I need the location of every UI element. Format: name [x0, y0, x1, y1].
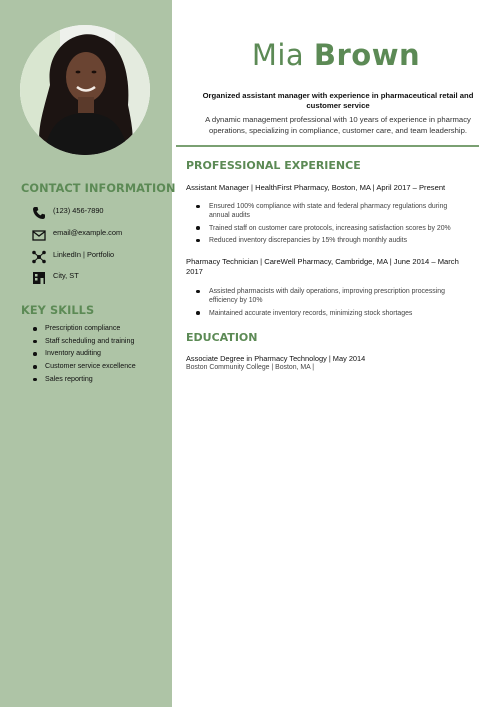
job-bullets-2 — [196, 287, 466, 321]
education-heading: EDUCATION — [186, 331, 258, 344]
contact-links-text: LinkedIn | Portfolio — [53, 250, 115, 259]
education-degree: Associate Degree in Pharmacy Technology | May 2014 — [186, 354, 366, 363]
skill-item: Customer service excellence — [33, 362, 136, 375]
skill-item: Sales reporting — [33, 375, 136, 388]
summary: A dynamic management professional with 10 years of experience in pharmacy operations, specializing in compliance, customer care, and team leadership. — [205, 115, 471, 135]
education-school: Boston Community College | Boston, MA | — [186, 364, 315, 371]
building-icon — [32, 271, 46, 285]
network-icon — [32, 250, 46, 264]
job-bullet: Ensured 100% compliance with state and federal pharmacy regulations during annual audits — [196, 202, 466, 220]
job-bullet: Trained staff on customer care protocols, increasing satisfaction scores by 20% — [196, 224, 466, 233]
header-divider — [176, 145, 479, 147]
contact-links[interactable] — [32, 249, 115, 265]
skill-item: Staff scheduling and training — [33, 337, 136, 350]
skill-item: Inventory auditing — [33, 349, 136, 362]
experience-heading: PROFESSIONAL EXPERIENCE — [186, 159, 361, 172]
envelope-icon — [32, 228, 46, 242]
contact-location — [32, 270, 79, 286]
skills-heading: KEY SKILLS — [21, 304, 95, 317]
job-title-1: Assistant Manager | HealthFirst Pharmacy, Boston, MA | April 2017 – Present — [186, 183, 446, 192]
last-name: Brown — [313, 38, 421, 72]
job-title-2: Pharmacy Technician | CareWell Pharmacy, Cambridge, MA | June 2014 – March 2017 — [186, 257, 459, 276]
phone-icon — [32, 206, 46, 220]
contact-email[interactable] — [32, 227, 123, 243]
contact-phone-text: (123) 456-7890 — [53, 206, 104, 215]
contact-phone — [32, 205, 104, 221]
job-bullet: Assisted pharmacists with daily operations, improving prescription processing efficiency by 10% — [196, 287, 466, 305]
job-bullets-1 — [196, 202, 466, 249]
job-bullet: Maintained accurate inventory records, minimizing stock shortages — [196, 309, 466, 318]
first-name: Mia — [251, 38, 305, 72]
job-bullet: Reduced inventory discrepancies by 15% through monthly audits — [196, 236, 466, 245]
contact-heading: CONTACT INFORMATION — [21, 182, 176, 195]
skill-item: Prescription compliance — [33, 324, 136, 337]
headline: Organized assistant manager with experience in pharmaceutical retail and customer service — [202, 91, 474, 110]
candidate-name — [172, 38, 500, 72]
profile-photo — [20, 25, 150, 155]
contact-location-text: City, ST — [53, 271, 79, 280]
contact-email-text: email@example.com — [53, 228, 123, 237]
skills-list — [33, 324, 136, 387]
